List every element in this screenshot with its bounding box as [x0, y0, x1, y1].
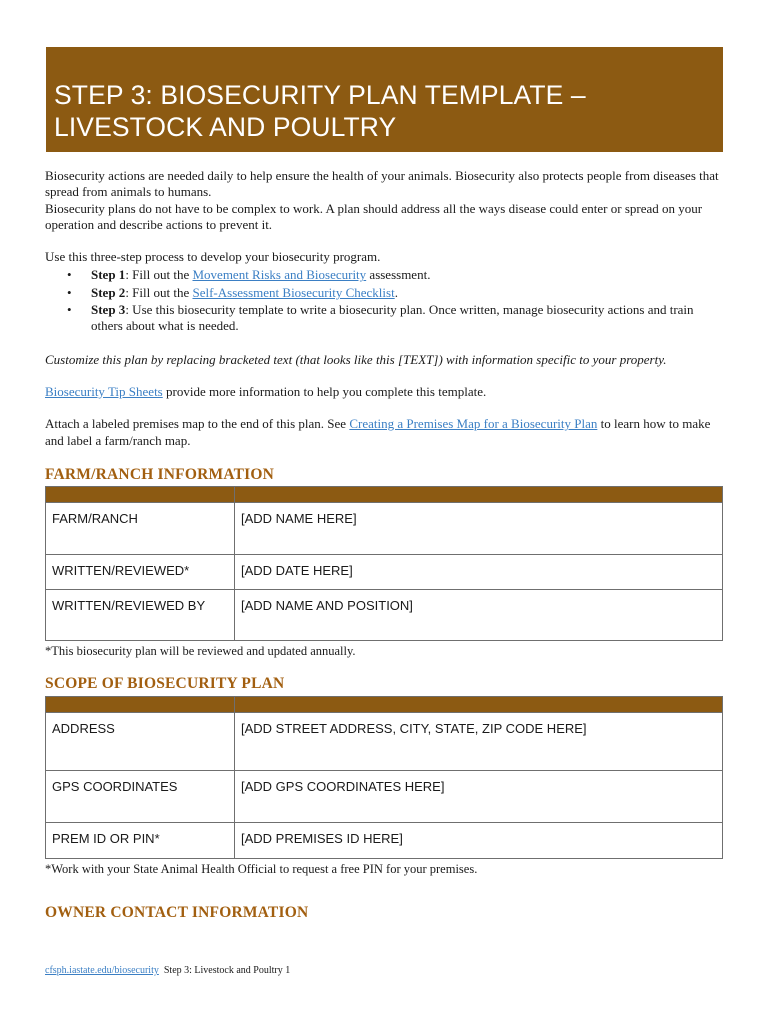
table-row — [46, 770, 723, 822]
tip-sheets-paragraph — [45, 384, 725, 400]
row-label: GPS COORDINATES — [46, 770, 235, 822]
row-label: PREM ID OR PIN* — [46, 822, 235, 858]
step-text: : Use this biosecurity template to write a biosecurity plan. Once written, manage biosecurity actions and train others about what is needed. — [91, 302, 694, 334]
scope-section-title: SCOPE OF BIOSECURITY PLAN — [45, 675, 285, 693]
row-label: FARM/RANCH — [46, 503, 235, 555]
list-item — [91, 302, 725, 335]
attach-text-end: to learn how to make and label a farm/ranch map. — [45, 416, 711, 448]
farm-ranch-footnote: *This biosecurity plan will be reviewed and updated annually. — [45, 644, 356, 659]
intro-paragraph-1: Biosecurity actions are needed daily to help ensure the health of your animals. Biosecurity also protects people from diseases that spread from animals to humans. — [45, 168, 719, 200]
farm-ranch-table — [45, 486, 723, 641]
row-value[interactable]: [ADD GPS COORDINATES HERE] — [235, 770, 723, 822]
intro-paragraph-2: Biosecurity plans do not have to be complex to work. A plan should address all the ways disease could enter or spread on your operation and describe actions to prevent it. — [45, 200, 703, 232]
row-label: ADDRESS — [46, 712, 235, 770]
step-text-end: . — [394, 284, 398, 300]
step-label: Step 1 — [91, 267, 126, 283]
attach-map-paragraph — [45, 416, 725, 449]
list-item — [91, 267, 725, 283]
table-row — [46, 822, 723, 858]
row-label: WRITTEN/REVIEWED BY — [46, 590, 235, 641]
footer-website-link[interactable]: cfsph.iastate.edu/biosecurity — [45, 965, 159, 976]
owner-contact-section-title: OWNER CONTACT INFORMATION — [45, 904, 309, 922]
step-label: Step 3 — [91, 302, 126, 318]
scope-footnote: *Work with your State Animal Health Official to request a free PIN for your premises. — [45, 861, 478, 876]
step-text-end: assessment. — [366, 267, 431, 283]
step-text: : Fill out the — [125, 284, 193, 300]
document-body — [45, 168, 725, 921]
table-row — [46, 555, 723, 590]
table-row — [46, 590, 723, 641]
row-value[interactable]: [ADD PREMISES ID HERE] — [235, 822, 723, 858]
attach-text: Attach a labeled premises map to the end of this plan. See — [45, 416, 350, 432]
table-header-row — [46, 696, 723, 712]
step-text: : Fill out the — [125, 267, 193, 283]
table-row — [46, 712, 723, 770]
farm-ranch-section-title: FARM/RANCH INFORMATION — [45, 465, 274, 483]
customize-note: Customize this plan by replacing bracketed text (that looks like this [TEXT]) with information specific to your property. — [45, 351, 667, 367]
table-row — [46, 503, 723, 555]
title-line-1: STEP 3: BIOSECURITY PLAN TEMPLATE – — [54, 80, 586, 110]
step-label: Step 2 — [91, 284, 126, 300]
row-value[interactable]: [ADD NAME HERE] — [235, 503, 723, 555]
tip-sheets-text: provide more information to help you complete this template. — [162, 383, 487, 399]
intro-paragraph-3: Use this three-step process to develop your biosecurity program. — [45, 249, 381, 265]
page-footer — [45, 965, 290, 976]
list-item — [91, 285, 725, 301]
row-value[interactable]: [ADD DATE HERE] — [235, 555, 723, 590]
table-header-row — [46, 487, 723, 503]
steps-list — [45, 267, 725, 334]
premises-map-link[interactable]: Creating a Premises Map for a Biosecurity Plan — [349, 416, 598, 432]
row-label: WRITTEN/REVIEWED* — [46, 555, 235, 590]
self-assessment-checklist-link[interactable]: Self-Assessment Biosecurity Checklist — [192, 284, 395, 300]
row-value[interactable]: [ADD NAME AND POSITION] — [235, 590, 723, 641]
document-title — [54, 79, 723, 143]
title-line-2: LIVESTOCK AND POULTRY — [54, 112, 397, 142]
scope-table — [45, 696, 723, 859]
movement-risks-link[interactable]: Movement Risks and Biosecurity — [192, 267, 367, 283]
footer-page-label: Step 3: Livestock and Poultry 1 — [163, 965, 291, 976]
title-banner — [46, 47, 723, 152]
tip-sheets-link[interactable]: Biosecurity Tip Sheets — [45, 383, 163, 399]
row-value[interactable]: [ADD STREET ADDRESS, CITY, STATE, ZIP CODE HERE] — [235, 712, 723, 770]
